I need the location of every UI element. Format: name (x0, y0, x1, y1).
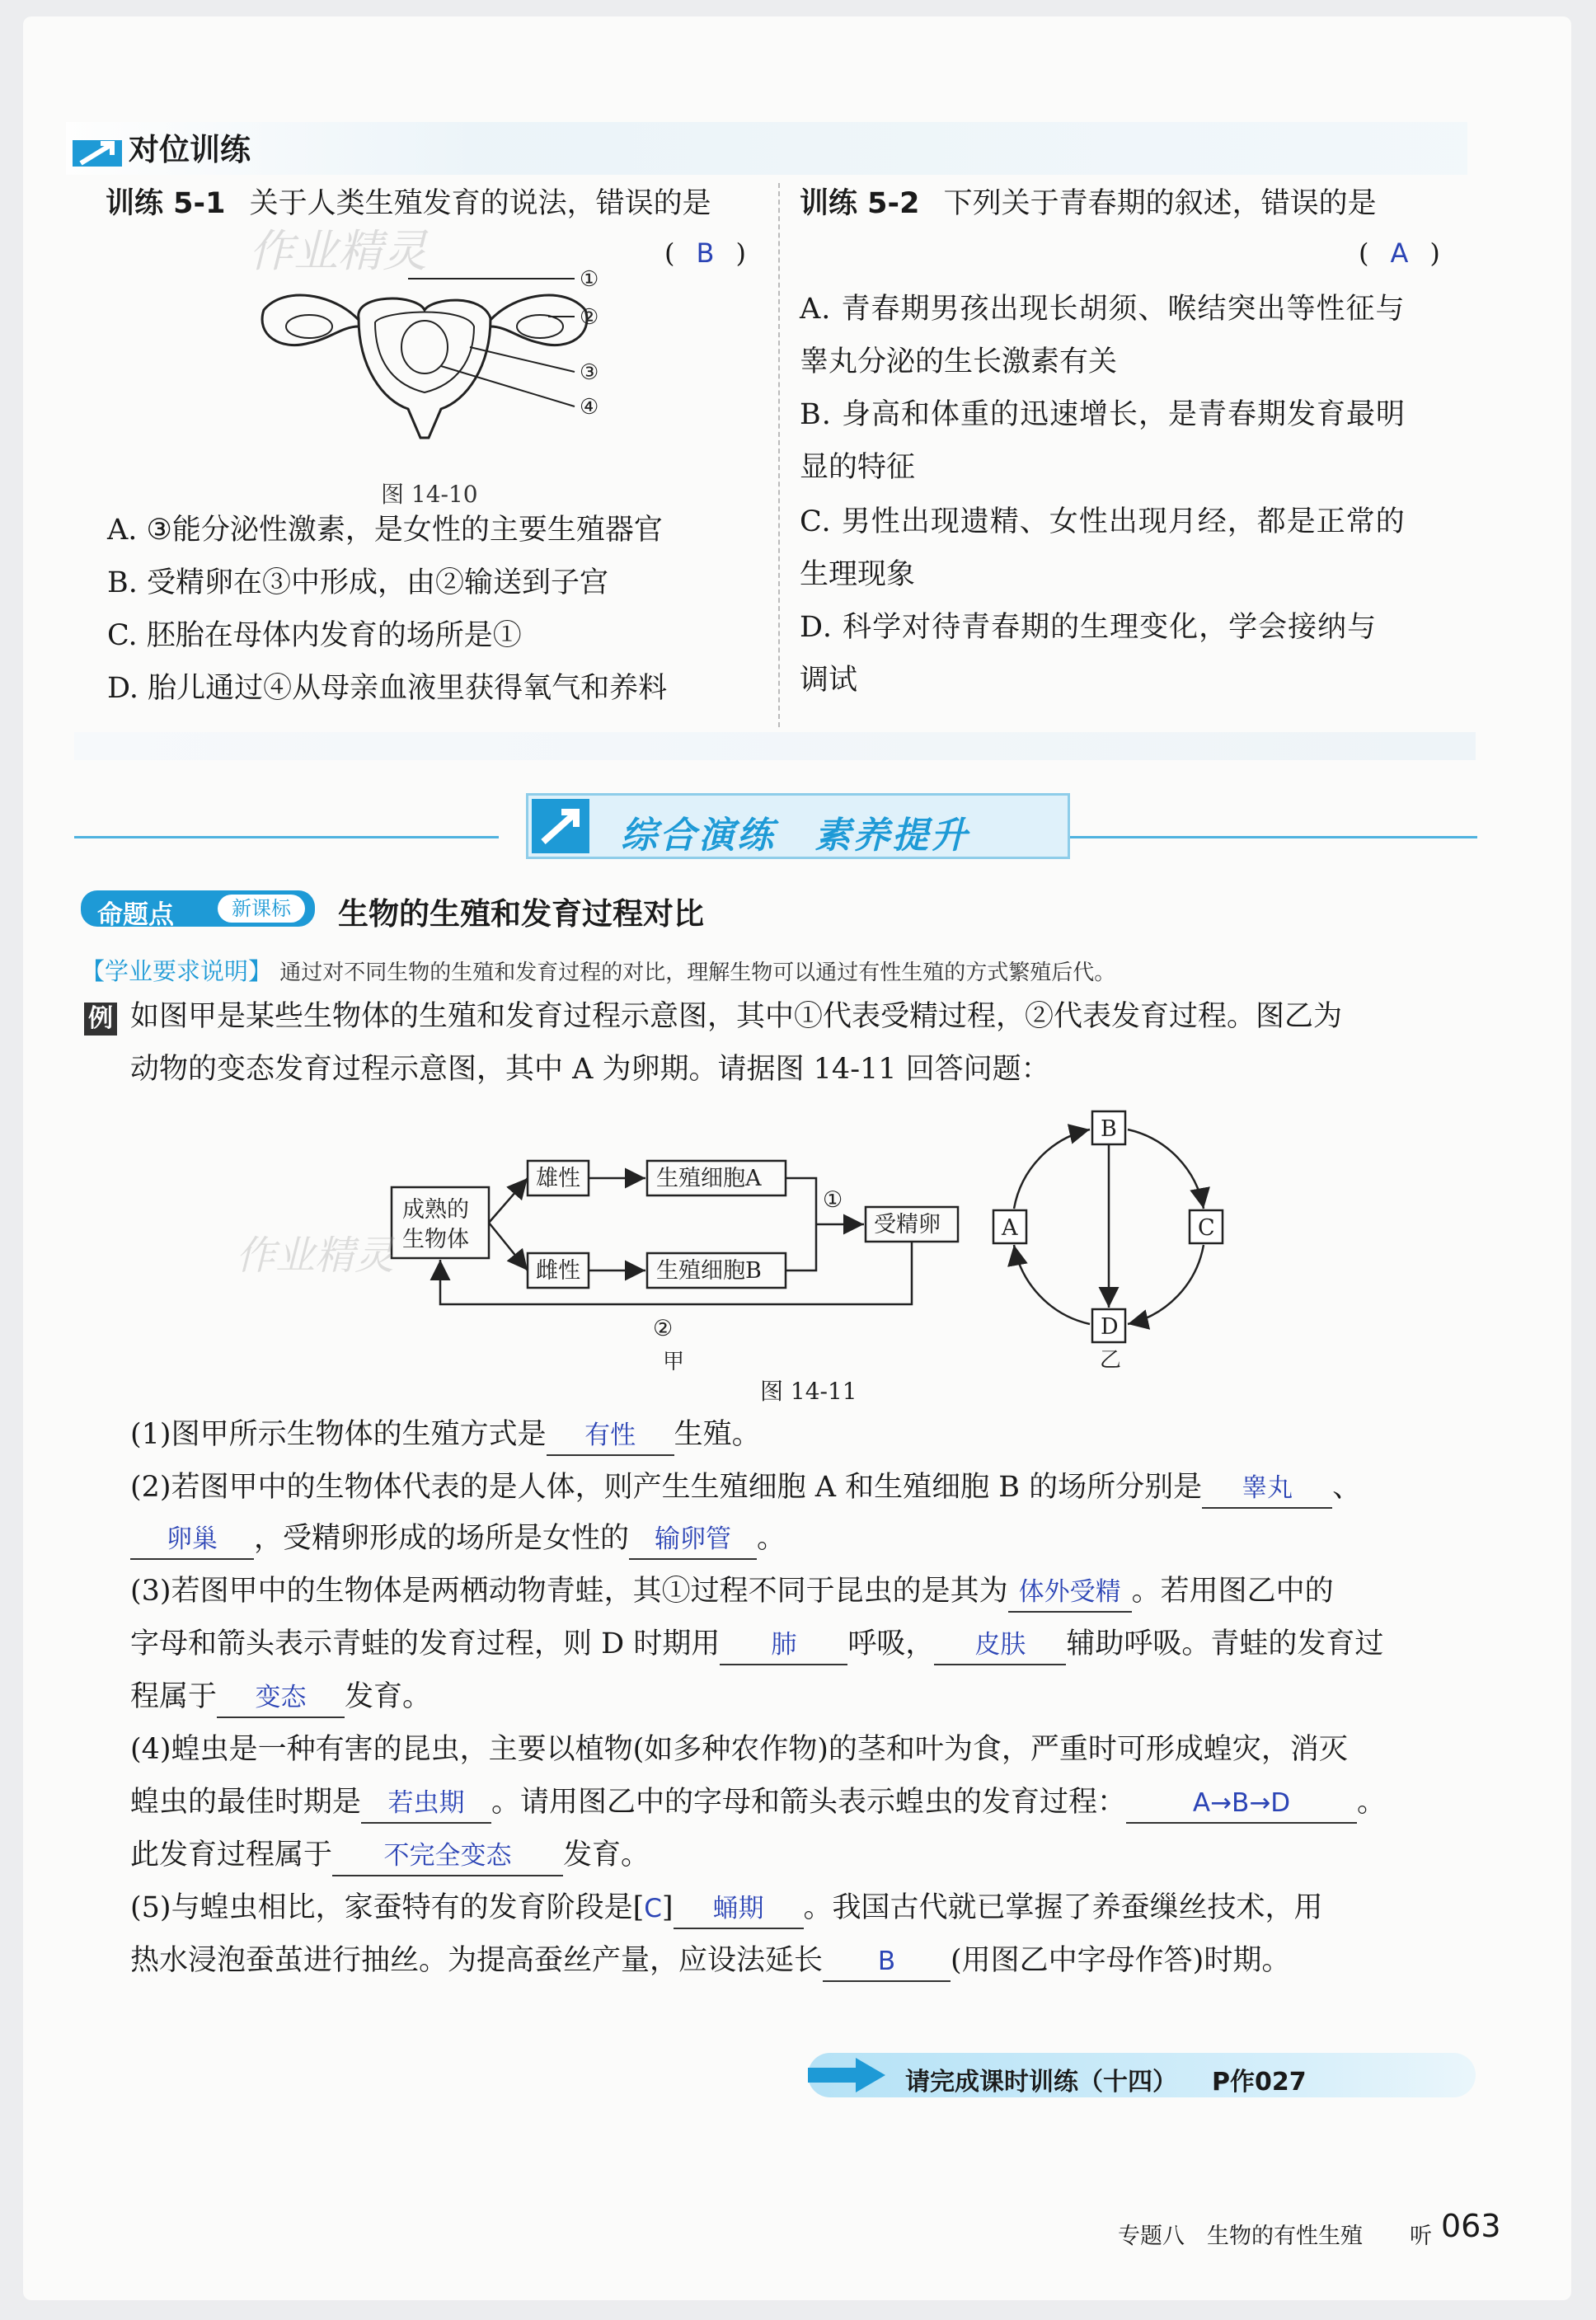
example-icon: 例 (84, 1003, 117, 1036)
banner (526, 793, 1070, 859)
q52-answer-bracket: ( A ) (1359, 237, 1440, 269)
text-node-c: C (1198, 1215, 1215, 1241)
q2-post: 。 (757, 1522, 786, 1555)
topic-badge: 命题点 (97, 900, 174, 930)
q5-bracket: ] (661, 1891, 674, 1924)
text-yi: 乙 (1100, 1348, 1122, 1373)
q5-l2pre: 热水浸泡蚕茧进行抽丝。为提高蚕丝产量，应设法延长 (130, 1944, 824, 1977)
q51-stem-line (106, 188, 711, 220)
q52-line-4: 显的特征 (800, 451, 916, 484)
q2-blank-1: 睾丸 (1202, 1474, 1332, 1509)
q3-blank-3: 皮肤 (934, 1631, 1066, 1665)
banner-rule-left (74, 836, 499, 838)
topic-title: 生物的生殖和发育过程对比 (338, 896, 704, 932)
q3-post: 发育。 (345, 1680, 432, 1713)
banner-rule-right (1065, 836, 1477, 838)
q51-answer-bracket: ( B ) (664, 237, 746, 269)
footer-page-number: 063 (1441, 2208, 1501, 2244)
requirement-text: 通过对不同生物的生殖和发育过程的对比，理解生物可以通过有性生殖的方式繁殖后代。 (279, 960, 1116, 985)
q3-text: (3)若图甲中的生物体是两栖动物青蛙，其①过程不同于昆虫的是其为 (130, 1575, 1008, 1608)
q52-line-5: C. 男性出现遗精、女性出现月经，都是正常的 (800, 505, 1406, 538)
fig10-label-3: ③ (580, 360, 599, 385)
q52-stem: 下列关于青春期的叙述，错误的是 (943, 187, 1377, 220)
example-line-2: 动物的变态发育过程示意图，其中 A 为卵期。请据图 14-11 回答问题： (130, 1053, 1050, 1086)
header-band (66, 122, 1467, 175)
example-line-1: 如图甲是某些生物体的生殖和发育过程示意图，其中①代表受精过程，②代表发育过程。图乙为 (130, 1000, 1343, 1033)
q3-mid2: 呼吸， (847, 1627, 935, 1660)
q3-line-1 (130, 1568, 1334, 1613)
fig11-caption: 图 14-11 (760, 1378, 857, 1405)
q51-option-b: B. 受精卵在③中形成，由②输送到子宫 (107, 566, 608, 599)
q4-line-2 (130, 1779, 1386, 1824)
q2-mid: ，受精卵形成的场所是女性的 (254, 1522, 630, 1555)
requirement-label: 【学业要求说明】 (81, 957, 273, 985)
q3-line-3 (130, 1674, 431, 1718)
q52-stem-line (800, 188, 1377, 220)
text-circled-2: ② (653, 1316, 674, 1341)
column-divider (778, 183, 780, 727)
q52-line-7: D. 科学对待青春期的生理变化，学会接纳与 (800, 611, 1378, 644)
text-circled-1: ① (823, 1187, 843, 1213)
fig10-label-2: ② (580, 305, 599, 330)
q2-line-1 (130, 1464, 1361, 1509)
text-male: 雄性 (536, 1166, 580, 1191)
q52-line-1: A. 青春期男孩出现长胡须、喉结突出等性征与 (800, 293, 1406, 326)
footer-listen: 听 (1410, 2224, 1432, 2249)
q2-sep: 、 (1332, 1471, 1362, 1504)
q5-line-2 (130, 1937, 1290, 1982)
q5-text: (5)与蝗虫相比，家蚕特有的发育阶段是[ (130, 1891, 645, 1924)
q4-l3pre: 此发育过程属于 (130, 1839, 333, 1871)
q52-line-3: B. 身高和体重的迅速增长，是青春期发育最明 (800, 398, 1406, 431)
task-link[interactable] (808, 2053, 1476, 2097)
header-arrow-icon (73, 135, 124, 168)
q51-option-a: A. ③能分泌性激素，是女性的主要生殖器官 (107, 514, 663, 547)
banner-text: 综合演练 素养提升 (621, 815, 969, 857)
text-mature-2: 生物体 (402, 1227, 469, 1252)
q5-post: (用图乙中字母作答)时期。 (951, 1944, 1291, 1977)
q2-blank-3: 输卵管 (629, 1525, 757, 1560)
q52-line-2: 睾丸分泌的生长激素有关 (800, 345, 1118, 378)
q2-text: (2)若图甲中的生物体代表的是人体，则产生生殖细胞 A 和生殖细胞 B 的场所分别是 (130, 1471, 1203, 1504)
q4-line-3 (130, 1832, 650, 1876)
q5-blank-3: B (823, 1947, 951, 1982)
q2-line-2 (130, 1515, 786, 1560)
q5-blank-1: C (644, 1894, 662, 1923)
q3-blank-4: 变态 (217, 1684, 345, 1718)
watermark: 作业精灵 (249, 225, 427, 277)
fig10-caption: 图 14-10 (381, 481, 478, 508)
q3-blank-2: 肺 (720, 1631, 847, 1665)
q2-blank-2: 卵巢 (130, 1525, 254, 1560)
q4-l2post: 。 (1357, 1786, 1387, 1819)
q3-line-2 (130, 1621, 1383, 1665)
text-node-a: A (1002, 1215, 1018, 1241)
topic-badge-wrap (81, 890, 315, 930)
q1-post: 生殖。 (674, 1418, 761, 1451)
q4-line-1 (130, 1726, 1348, 1768)
q51-label: 训练 5-1 (106, 187, 226, 220)
q52-line-6: 生理现象 (800, 558, 916, 591)
q4-text: (4)蝗虫是一种有害的昆虫，主要以植物(如多种农作物)的茎和叶为食，严重时可形成蝗灾，消灭 (130, 1733, 1348, 1766)
q5-line-1 (130, 1885, 1323, 1929)
task-arrow-icon (808, 2056, 887, 2094)
q51-answer: B (696, 237, 715, 269)
fig10-label-4: ④ (580, 395, 599, 420)
text-cell-a: 生殖细胞A (656, 1166, 762, 1191)
header-title: 对位训练 (129, 132, 251, 167)
text-zygote: 受精卵 (874, 1212, 941, 1237)
q3-l2pre: 字母和箭头表示青蛙的发育过程，则 D 时期用 (130, 1627, 721, 1660)
requirement-line (81, 953, 1115, 987)
q52-answer: A (1390, 237, 1409, 269)
q4-blank-2: A→B→D (1126, 1789, 1357, 1824)
q3-mid1: 。若用图乙中的 (1131, 1575, 1334, 1608)
banner-arrow-icon (532, 799, 589, 853)
q3-l3pre: 程属于 (130, 1680, 218, 1713)
task-page: P作027 (1212, 2068, 1307, 2097)
q4-blank-1: 若虫期 (361, 1789, 491, 1824)
task-text: 请完成课时训练（十四） (905, 2068, 1177, 2097)
text-jia: 甲 (663, 1350, 685, 1374)
q1-text: (1)图甲所示生物体的生殖方式是 (130, 1418, 547, 1451)
q51-option-d: D. 胎儿通过④从母亲血液里获得氧气和养料 (107, 672, 668, 705)
q1-line (130, 1411, 761, 1456)
uterus-diagram (251, 261, 639, 450)
topic-tag: 新课标 (218, 895, 305, 923)
q51-stem: 关于人类生殖发育的说法，错误的是 (249, 187, 711, 220)
text-female: 雌性 (536, 1258, 580, 1284)
q52-line-8: 调试 (800, 664, 858, 697)
q4-l2pre: 蝗虫的最佳时期是 (130, 1786, 362, 1819)
text-cell-b: 生殖细胞B (656, 1258, 762, 1284)
q4-l2mid: 。请用图乙中的字母和箭头表示蝗虫的发育过程： (491, 1786, 1127, 1819)
q5-mid: 。我国古代就已掌握了养蚕缫丝技术，用 (803, 1891, 1323, 1924)
q51-option-c: C. 胚胎在母体内发育的场所是① (107, 619, 522, 652)
q52-label: 训练 5-2 (800, 187, 920, 220)
watermark-2: 作业精灵 (236, 1233, 395, 1279)
q3-blank-1: 体外受精 (1008, 1578, 1132, 1613)
text-mature-1: 成熟的 (402, 1197, 469, 1223)
section-bottom-band (74, 732, 1476, 760)
text-node-d: D (1101, 1314, 1119, 1340)
q4-blank-3: 不完全变态 (332, 1842, 563, 1876)
text-node-b: B (1101, 1116, 1117, 1142)
q5-blank-2: 蛹期 (674, 1895, 804, 1929)
footer-chapter: 专题八 生物的有性生殖 (1118, 2224, 1363, 2249)
q3-mid3: 辅助呼吸。青蛙的发育过 (1066, 1627, 1384, 1660)
fig10-label-1: ① (580, 267, 599, 292)
figure-14-11 (387, 1105, 1237, 1410)
q1-blank: 有性 (547, 1421, 674, 1456)
q4-post: 发育。 (563, 1839, 650, 1871)
